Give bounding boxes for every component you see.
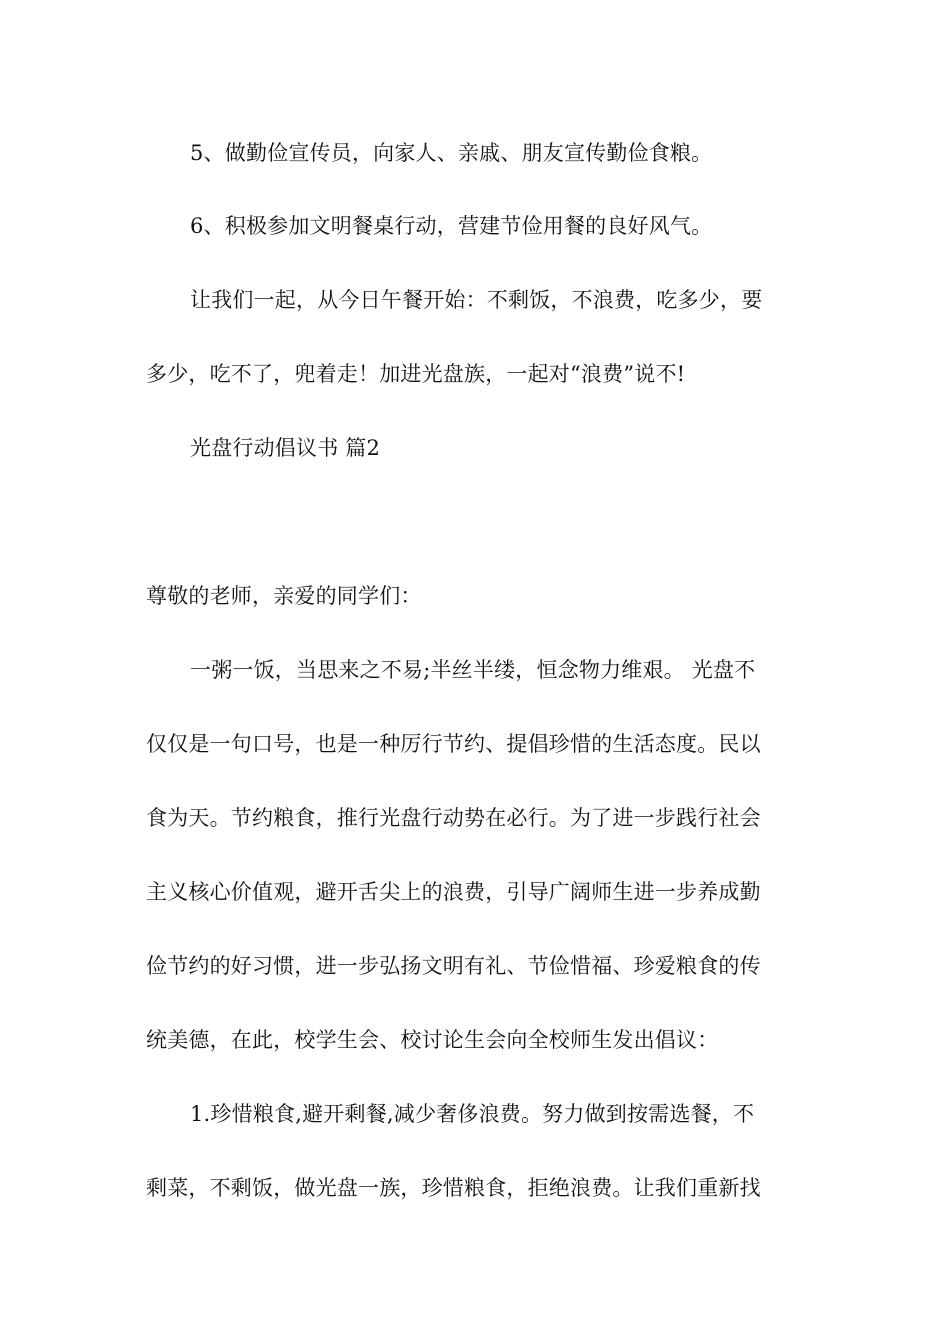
list-item-6: 6、积极参加文明餐桌行动，营建节俭用餐的良好风气。 xyxy=(190,214,713,238)
salutation: 尊敬的老师，亲爱的同学们： xyxy=(146,584,422,608)
paragraph-line: 主义核心价值观，避开舌尖上的浪费，引导广阔师生进一步养成勤 xyxy=(146,880,761,904)
paragraph-line: 一粥一饭，当思来之不易;半丝半缕，恒念物力维艰。 光盘不 xyxy=(190,658,756,682)
section-heading: 光盘行动倡议书 篇2 xyxy=(190,436,381,460)
paragraph-line: 食为天。节约粮食，推行光盘行动势在必行。为了进一步践行社会 xyxy=(146,806,761,830)
paragraph-line: 仅仅是一句口号，也是一种厉行节约、提倡珍惜的生活态度。民以 xyxy=(146,732,761,756)
closing-paragraph-line-1: 让我们一起，从今日午餐开始：不剩饭，不浪费，吃多少，要 xyxy=(190,288,763,312)
list-item-5: 5、做勤俭宣传员，向家人、亲戚、朋友宣传勤俭食粮。 xyxy=(190,141,713,165)
paragraph-line: 统美德，在此，校学生会、校讨论生会向全校师生发出倡议： xyxy=(146,1028,719,1052)
closing-paragraph-line-2: 多少，吃不了，兜着走！加进光盘族，一起对“浪费”说不! xyxy=(146,362,686,386)
paragraph-line: 剩菜，不剩饭，做光盘一族，珍惜粮食，拒绝浪费。让我们重新找 xyxy=(146,1176,761,1200)
list-item-1: 1.珍惜粮食,避开剩餐,减少奢侈浪费。努力做到按需选餐，不 xyxy=(190,1102,755,1126)
paragraph-line: 俭节约的好习惯，进一步弘扬文明有礼、节俭惜福、珍爱粮食的传 xyxy=(146,954,761,978)
